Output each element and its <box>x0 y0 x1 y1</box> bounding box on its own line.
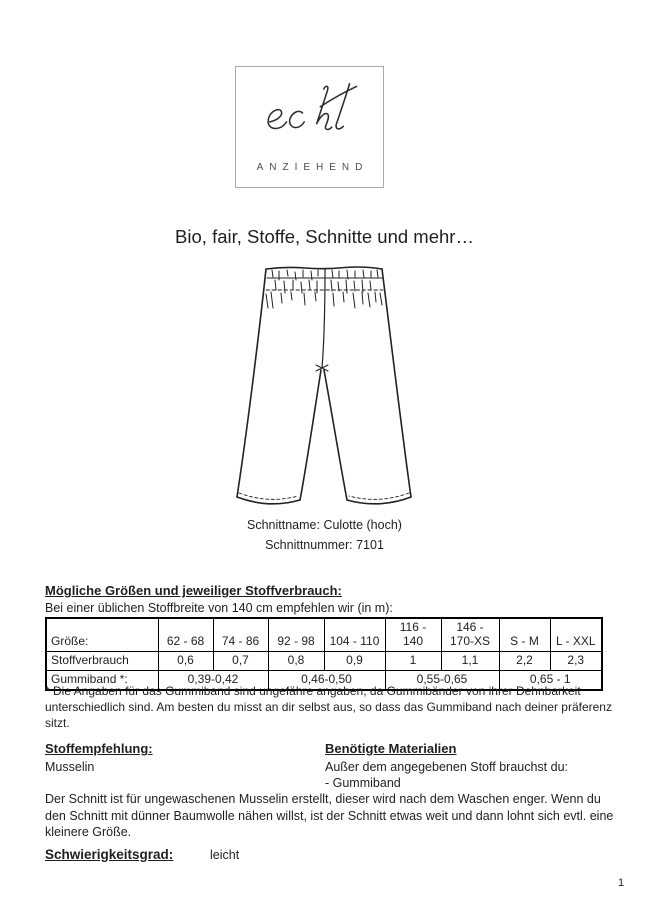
consumption-cell: 0,7 <box>213 652 268 671</box>
sizes-table <box>45 617 603 691</box>
pattern-info <box>0 515 649 555</box>
page-number: 1 <box>618 877 625 889</box>
size-cell: S - M <box>499 618 550 652</box>
materials-item-gummiband: - Gummiband <box>325 776 401 790</box>
size-cell: 92 - 98 <box>268 618 324 652</box>
fabric-section-heading: Stoffempfehlung: <box>45 741 153 756</box>
size-cell: L - XXL <box>550 618 602 652</box>
fabric-recommendation: Musselin <box>45 760 95 774</box>
elastic-cell: 0,55-0,65 <box>385 671 499 691</box>
consumption-cell: 2,3 <box>550 652 602 671</box>
difficulty-heading: Schwierigkeitsgrad: <box>45 847 174 862</box>
consumption-cell: 1,1 <box>441 652 499 671</box>
page-headline: Bio, fair, Stoffe, Schnitte und mehr… <box>175 226 474 247</box>
table-row-sizes <box>46 618 602 652</box>
fabric-note: Der Schnitt ist für ungewaschenen Musselin erstellt, dieser wird nach dem Waschen enger. Wenn du den Schnitt mit dünner Baumwolle nähen willst, ist der Schnitt etwas weit und dann lohnt sich evtl. eine kleinere Größe. <box>45 792 614 839</box>
elastic-cell: 0,46-0,50 <box>268 671 385 691</box>
difficulty-value: leicht <box>210 848 240 862</box>
sizes-section-heading: Mögliche Größen und jeweiliger Stoffverbrauch: <box>45 583 342 598</box>
materials-intro: Außer dem angegebenen Stoff brauchst du: <box>325 760 568 774</box>
pattern-name-line: Schnittname: Culotte (hoch) <box>247 518 402 532</box>
row-label-groesse: Größe: <box>46 618 158 652</box>
size-cell: 146 - 170-XS <box>441 618 499 652</box>
size-cell: 116 - 140 <box>385 618 441 652</box>
table-row-consumption <box>46 652 602 671</box>
elastic-cell: 0,65 - 1 <box>499 671 602 691</box>
culotte-technical-drawing <box>225 258 440 508</box>
size-cell: 62 - 68 <box>158 618 213 652</box>
brand-logo-subtitle: ANZIEHEND <box>256 162 369 173</box>
size-cell: 104 - 110 <box>324 618 385 652</box>
brand-logo-script-echt <box>244 69 377 157</box>
consumption-cell: 0,6 <box>158 652 213 671</box>
consumption-cell: 0,9 <box>324 652 385 671</box>
brand-logo <box>235 66 384 188</box>
pattern-number-line: Schnittnummer: 7101 <box>265 538 384 552</box>
consumption-cell: 2,2 <box>499 652 550 671</box>
consumption-cell: 0,8 <box>268 652 324 671</box>
elastic-cell: 0,39-0,42 <box>158 671 268 691</box>
row-label-gummiband: Gummiband *: <box>46 671 158 691</box>
size-cell: 74 - 86 <box>213 618 268 652</box>
row-label-stoffverbrauch: Stoffverbrauch <box>46 652 158 671</box>
consumption-cell: 1 <box>385 652 441 671</box>
elastic-footnote: * Die Angaben für das Gummiband sind ungefähre angaben, da Gummibänder von ihrer Dehnbarkeit unterschiedlich sind. Am besten du misst an dir selbst aus, so dass das Gummiband nach deiner präferenz sitzt. <box>45 684 612 730</box>
sizes-section-intro: Bei einer üblichen Stoffbreite von 140 cm empfehlen wir (in m): <box>45 601 393 615</box>
materials-section-heading: Benötigte Materialien <box>325 741 457 756</box>
